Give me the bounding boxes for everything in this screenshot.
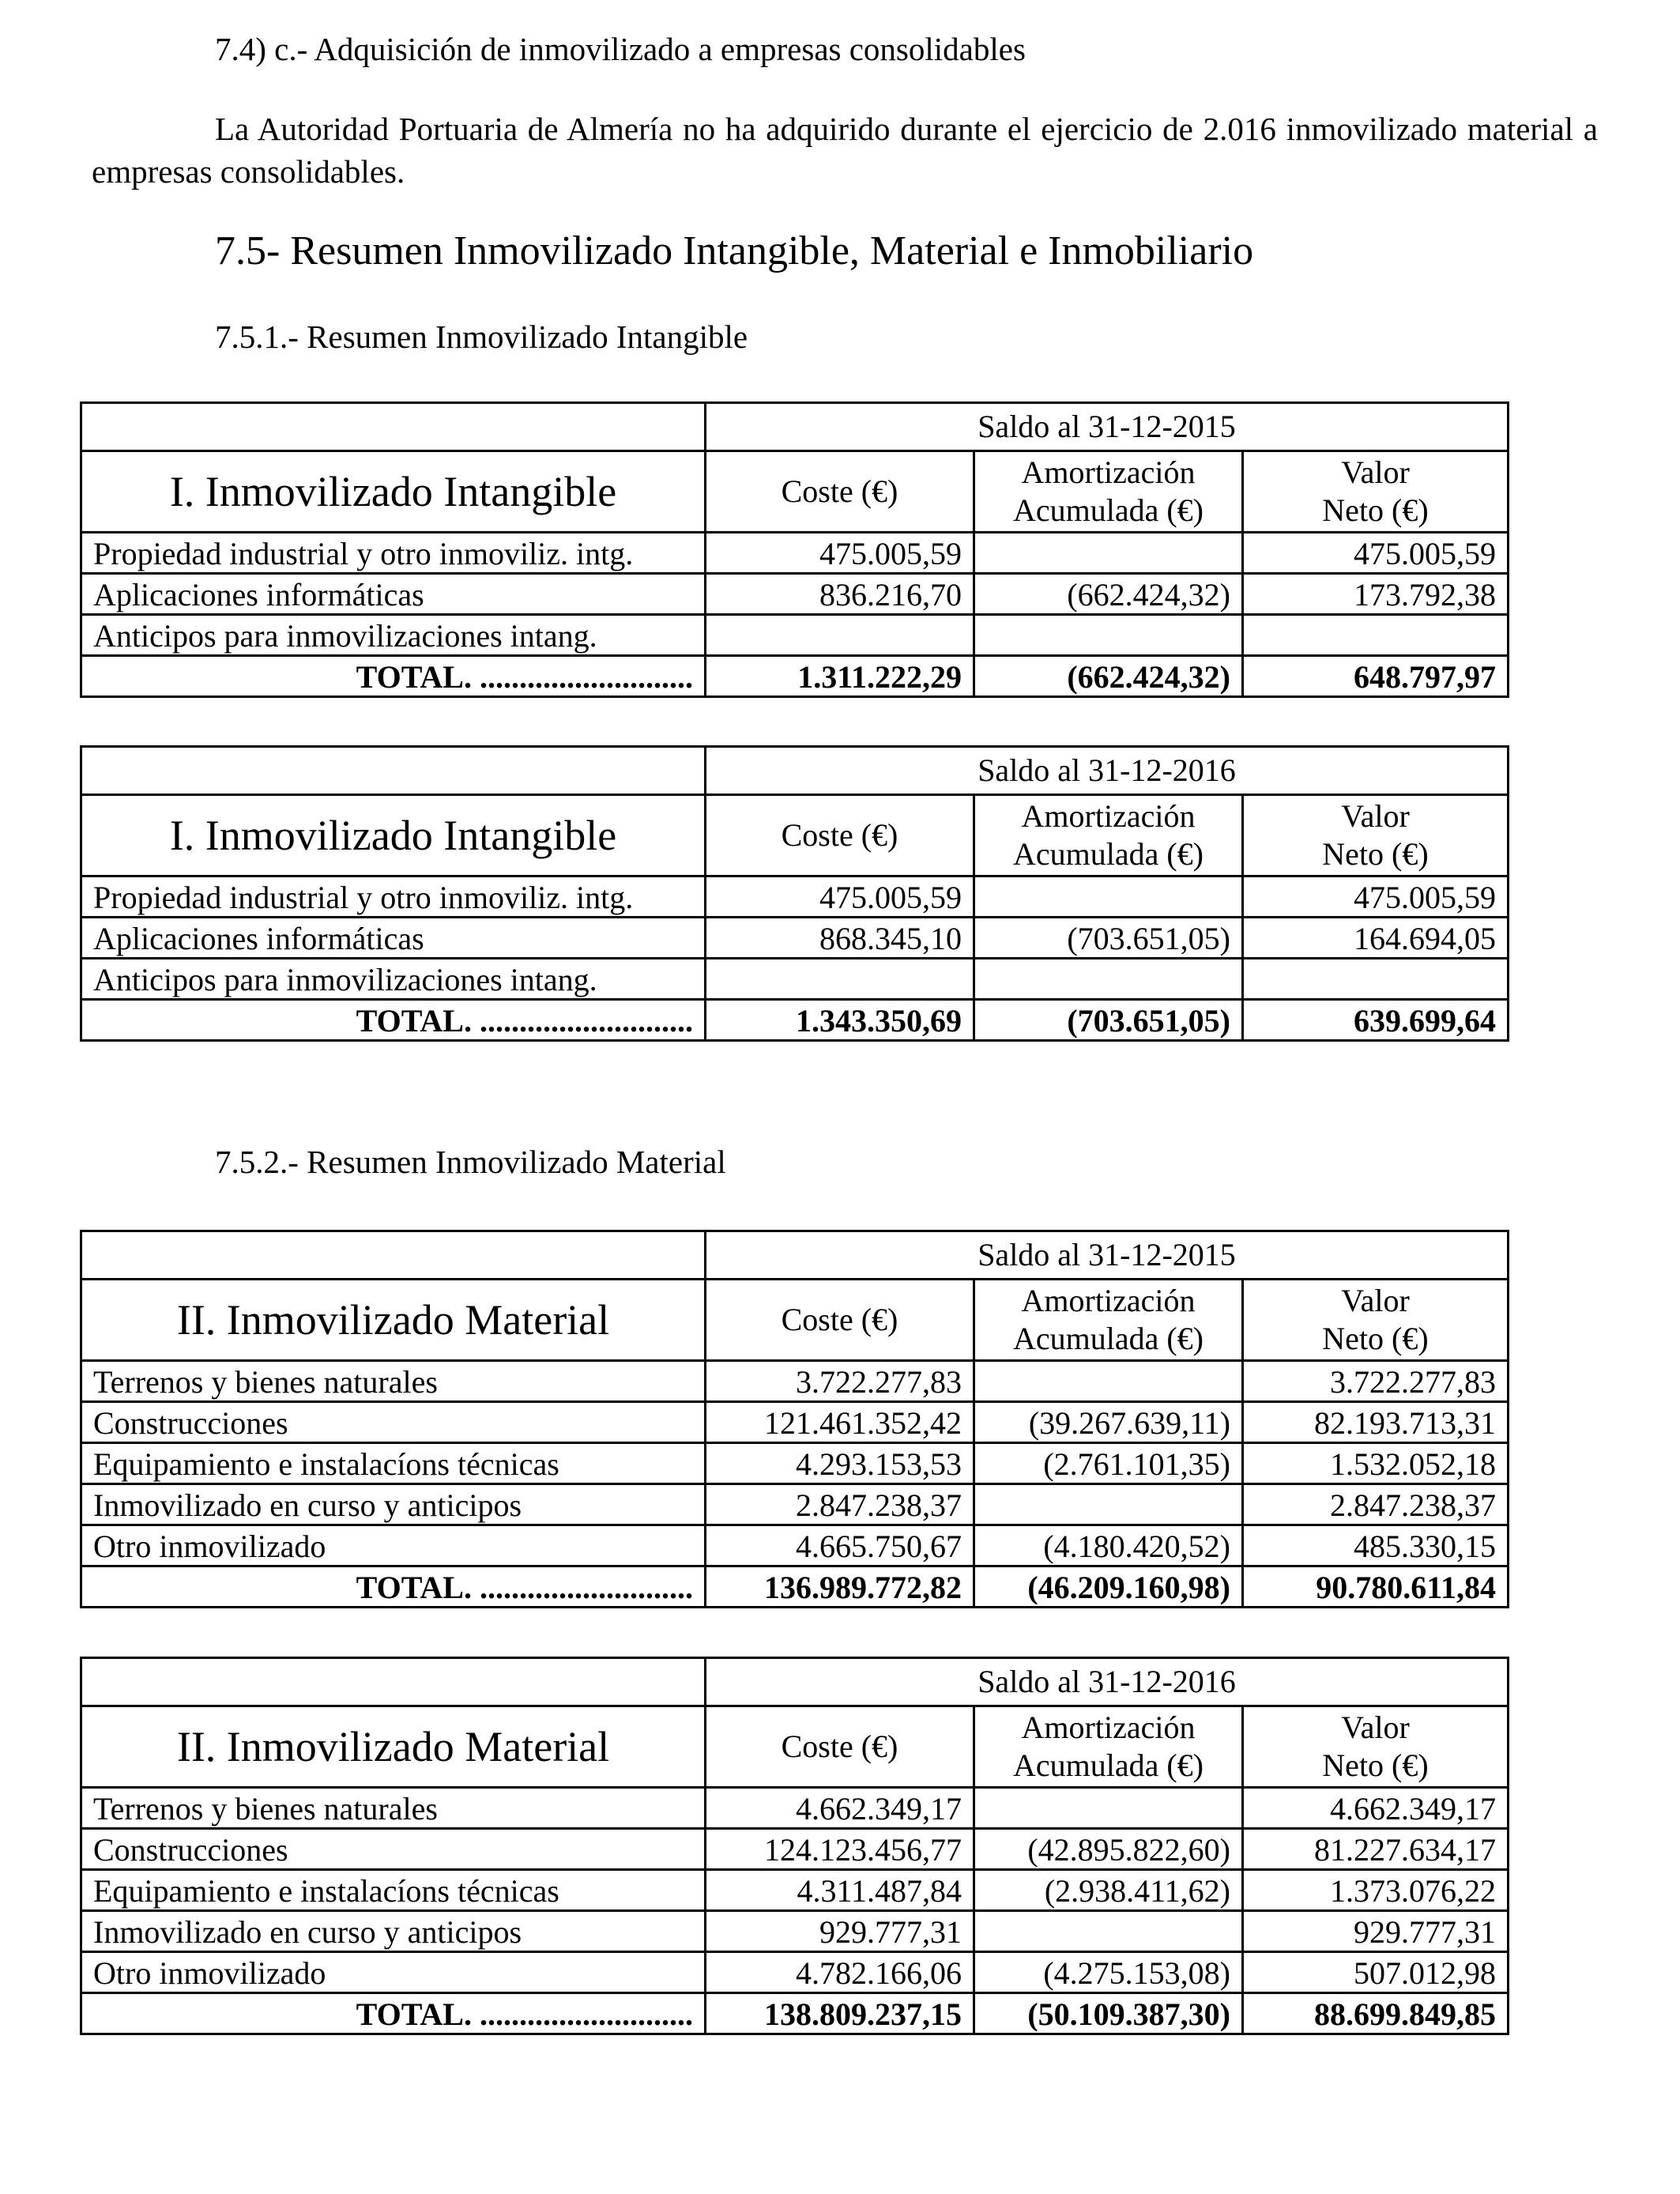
header-line: Neto (€) (1322, 1321, 1429, 1356)
valor-neto-cell: 81.227.634,17 (1243, 1829, 1509, 1870)
table-row (81, 1525, 1509, 1566)
row-label: Terrenos y bienes naturales (81, 1361, 706, 1402)
total-label: TOTAL. ........................... (81, 1000, 706, 1041)
section-label: II. Inmovilizado Material (81, 1706, 706, 1788)
header-line: Valor (1341, 454, 1410, 490)
row-label: Construcciones (81, 1402, 706, 1443)
empty-cell (81, 403, 706, 451)
table-row (81, 876, 1509, 918)
header-line: Amortización (1021, 1283, 1196, 1318)
row-label: Propiedad industrial y otro inmoviliz. intg. (81, 533, 706, 574)
total-label: TOTAL. ........................... (81, 1566, 706, 1608)
total-amortizacion: (703.651,05) (974, 1000, 1243, 1041)
section-7-4-title: 7.4) c.- Adquisición de inmovilizado a empresas consolidables (215, 31, 1026, 67)
table-header-row (81, 403, 1509, 451)
total-label: TOTAL. ........................... (81, 1993, 706, 2034)
coste-header: Coste (€) (706, 451, 974, 533)
row-label: Equipamiento e instalacíons técnicas (81, 1443, 706, 1484)
table-row (81, 1402, 1509, 1443)
amortizacion-cell (974, 1788, 1243, 1829)
header-line: Amortización (1021, 454, 1196, 490)
total-amortizacion: (50.109.387,30) (974, 1993, 1243, 2034)
empty-cell (81, 1658, 706, 1706)
header-line: Valor (1341, 1710, 1410, 1745)
table-header-row (81, 1658, 1509, 1706)
valor-neto-cell: 1.532.052,18 (1243, 1443, 1509, 1484)
valor-neto-cell: 4.662.349,17 (1243, 1788, 1509, 1829)
coste-cell (706, 959, 974, 1000)
table-row (81, 615, 1509, 656)
valor-neto-cell: 1.373.076,22 (1243, 1870, 1509, 1911)
material-2015-table (80, 1230, 1509, 1608)
valor-neto-cell: 929.777,31 (1243, 1911, 1509, 1952)
header-line: Acumulada (€) (1012, 1747, 1203, 1783)
table-row (81, 1443, 1509, 1484)
saldo-date-header: Saldo al 31-12-2016 (706, 1658, 1509, 1706)
amortizacion-cell (974, 959, 1243, 1000)
total-amortizacion: (46.209.160,98) (974, 1566, 1243, 1608)
coste-cell: 2.847.238,37 (706, 1484, 974, 1525)
row-label: Inmovilizado en curso y anticipos (81, 1484, 706, 1525)
total-valor-neto: 88.699.849,85 (1243, 1993, 1509, 2034)
table-row (81, 959, 1509, 1000)
intangible-2016-table (80, 745, 1509, 1042)
table-header-row (81, 1280, 1509, 1361)
coste-cell: 475.005,59 (706, 533, 974, 574)
coste-cell: 124.123.456,77 (706, 1829, 974, 1870)
table-row (81, 1361, 1509, 1402)
valor-neto-cell: 485.330,15 (1243, 1525, 1509, 1566)
valor-neto-cell: 3.722.277,83 (1243, 1361, 1509, 1402)
section-7-5-2-heading: 7.5.2.- Resumen Inmovilizado Material (215, 1144, 726, 1180)
coste-cell: 836.216,70 (706, 574, 974, 615)
header-line: Valor (1341, 1283, 1410, 1318)
coste-header: Coste (€) (706, 795, 974, 876)
total-row (81, 1000, 1509, 1041)
total-valor-neto: 90.780.611,84 (1243, 1566, 1509, 1608)
coste-cell: 4.662.349,17 (706, 1788, 974, 1829)
valor-neto-cell: 82.193.713,31 (1243, 1402, 1509, 1443)
table-row (81, 1911, 1509, 1952)
coste-header: Coste (€) (706, 1280, 974, 1361)
coste-cell: 3.722.277,83 (706, 1361, 974, 1402)
row-label: Construcciones (81, 1829, 706, 1870)
coste-header: Coste (€) (706, 1706, 974, 1788)
coste-cell: 121.461.352,42 (706, 1402, 974, 1443)
amortizacion-cell: (4.275.153,08) (974, 1952, 1243, 1993)
amortizacion-cell: (39.267.639,11) (974, 1402, 1243, 1443)
header-line: Acumulada (€) (1012, 492, 1203, 528)
row-label: Aplicaciones informáticas (81, 918, 706, 959)
row-label: Propiedad industrial y otro inmoviliz. intg. (81, 876, 706, 918)
section-7-5-heading: 7.5- Resumen Inmovilizado Intangible, Material e Inmobiliario (215, 228, 1254, 273)
valor-neto-cell (1243, 959, 1509, 1000)
table-row (81, 1484, 1509, 1525)
header-line: Acumulada (€) (1012, 1321, 1203, 1356)
amortizacion-cell (974, 1911, 1243, 1952)
table-row (81, 574, 1509, 615)
row-label: Anticipos para inmovilizaciones intang. (81, 615, 706, 656)
valor-neto-cell: 475.005,59 (1243, 876, 1509, 918)
amortizacion-header (974, 1706, 1243, 1788)
amortizacion-cell: (703.651,05) (974, 918, 1243, 959)
total-coste: 1.343.350,69 (706, 1000, 974, 1041)
amortizacion-header (974, 451, 1243, 533)
header-line: Neto (€) (1322, 1747, 1429, 1783)
total-valor-neto: 648.797,97 (1243, 656, 1509, 697)
row-label: Aplicaciones informáticas (81, 574, 706, 615)
section-label: I. Inmovilizado Intangible (81, 451, 706, 533)
total-coste: 1.311.222,29 (706, 656, 974, 697)
amortizacion-header (974, 795, 1243, 876)
amortizacion-cell: (42.895.822,60) (974, 1829, 1243, 1870)
section-7-5-1-heading: 7.5.1.- Resumen Inmovilizado Intangible (215, 319, 748, 355)
valor-neto-cell: 475.005,59 (1243, 533, 1509, 574)
total-row (81, 1566, 1509, 1608)
valor-neto-header (1243, 451, 1509, 533)
section-label: II. Inmovilizado Material (81, 1280, 706, 1361)
valor-neto-cell: 173.792,38 (1243, 574, 1509, 615)
valor-neto-cell (1243, 615, 1509, 656)
header-line: Amortización (1021, 798, 1196, 834)
table-header-row (81, 1231, 1509, 1280)
total-coste: 136.989.772,82 (706, 1566, 974, 1608)
table-row (81, 918, 1509, 959)
amortizacion-cell (974, 876, 1243, 918)
header-line: Amortización (1021, 1710, 1196, 1745)
total-amortizacion: (662.424,32) (974, 656, 1243, 697)
saldo-date-header: Saldo al 31-12-2015 (706, 403, 1509, 451)
empty-cell (81, 1231, 706, 1280)
material-2016-table (80, 1657, 1509, 2035)
saldo-date-header: Saldo al 31-12-2015 (706, 1231, 1509, 1280)
total-coste: 138.809.237,15 (706, 1993, 974, 2034)
valor-neto-cell: 164.694,05 (1243, 918, 1509, 959)
amortizacion-cell: (2.938.411,62) (974, 1870, 1243, 1911)
amortizacion-header (974, 1280, 1243, 1361)
table-header-row (81, 451, 1509, 533)
row-label: Anticipos para inmovilizaciones intang. (81, 959, 706, 1000)
table-row (81, 1788, 1509, 1829)
row-label: Inmovilizado en curso y anticipos (81, 1911, 706, 1952)
coste-cell: 4.665.750,67 (706, 1525, 974, 1566)
total-row (81, 656, 1509, 697)
coste-cell: 4.782.166,06 (706, 1952, 974, 1993)
row-label: Otro inmovilizado (81, 1525, 706, 1566)
amortizacion-cell (974, 615, 1243, 656)
amortizacion-cell (974, 1484, 1243, 1525)
header-line: Valor (1341, 798, 1410, 834)
amortizacion-cell: (2.761.101,35) (974, 1443, 1243, 1484)
coste-cell (706, 615, 974, 656)
valor-neto-header (1243, 1706, 1509, 1788)
valor-neto-cell: 2.847.238,37 (1243, 1484, 1509, 1525)
table-row (81, 1870, 1509, 1911)
section-7-4-paragraph: La Autoridad Portuaria de Almería no ha adquirido durante el ejercicio de 2.016 inmovilizado material a empresas consolidables. (92, 111, 1598, 190)
section-label: I. Inmovilizado Intangible (81, 795, 706, 876)
coste-cell: 929.777,31 (706, 1911, 974, 1952)
amortizacion-cell: (4.180.420,52) (974, 1525, 1243, 1566)
header-line: Neto (€) (1322, 836, 1429, 872)
table-header-row (81, 1706, 1509, 1788)
total-valor-neto: 639.699,64 (1243, 1000, 1509, 1041)
row-label: Terrenos y bienes naturales (81, 1788, 706, 1829)
coste-cell: 868.345,10 (706, 918, 974, 959)
header-line: Neto (€) (1322, 492, 1429, 528)
saldo-date-header: Saldo al 31-12-2016 (706, 747, 1509, 795)
header-line: Acumulada (€) (1012, 836, 1203, 872)
table-row (81, 1952, 1509, 1993)
table-header-row (81, 795, 1509, 876)
valor-neto-header (1243, 1280, 1509, 1361)
total-row (81, 1993, 1509, 2034)
table-row (81, 533, 1509, 574)
intangible-2015-table (80, 401, 1509, 698)
row-label: Otro inmovilizado (81, 1952, 706, 1993)
amortizacion-cell (974, 533, 1243, 574)
table-header-row (81, 747, 1509, 795)
table-row (81, 1829, 1509, 1870)
coste-cell: 4.293.153,53 (706, 1443, 974, 1484)
row-label: Equipamiento e instalacíons técnicas (81, 1870, 706, 1911)
total-label: TOTAL. ........................... (81, 656, 706, 697)
coste-cell: 4.311.487,84 (706, 1870, 974, 1911)
amortizacion-cell: (662.424,32) (974, 574, 1243, 615)
valor-neto-cell: 507.012,98 (1243, 1952, 1509, 1993)
valor-neto-header (1243, 795, 1509, 876)
amortizacion-cell (974, 1361, 1243, 1402)
empty-cell (81, 747, 706, 795)
coste-cell: 475.005,59 (706, 876, 974, 918)
